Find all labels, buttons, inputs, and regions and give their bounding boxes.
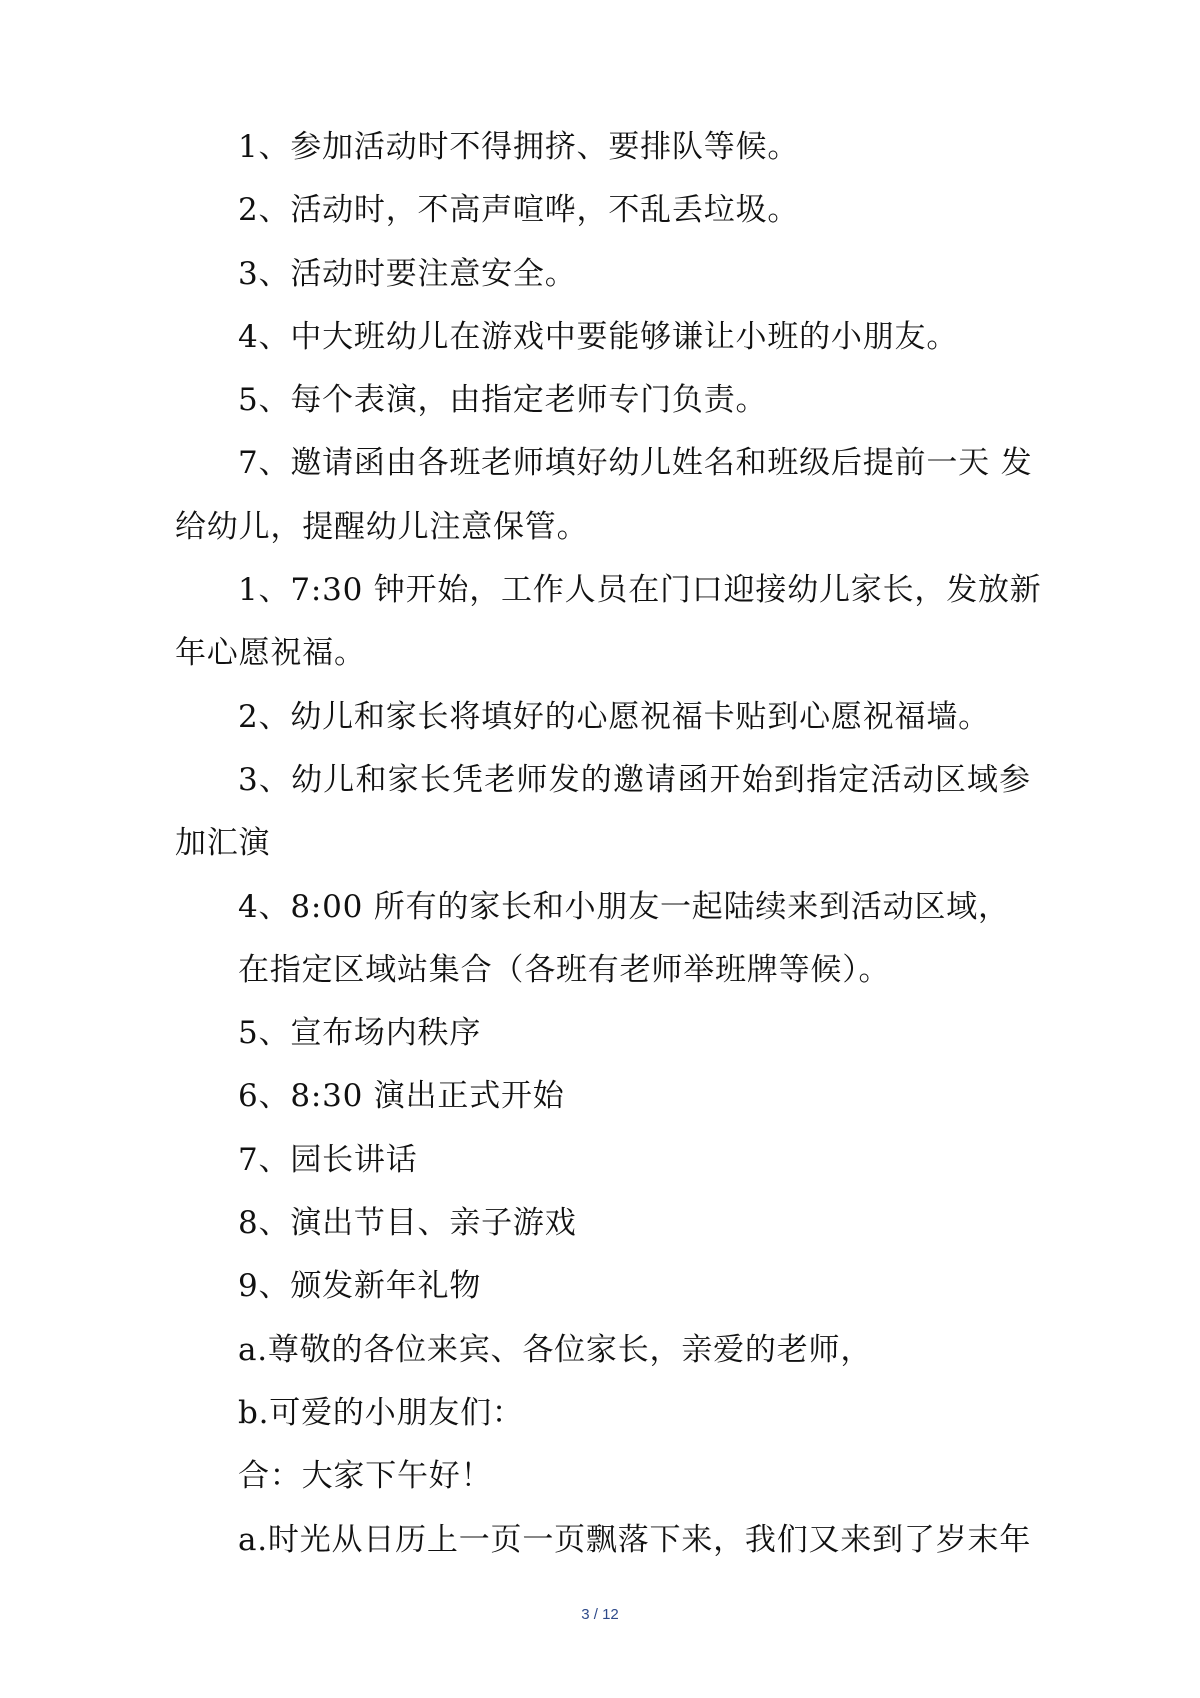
text-line: 合：大家下午好！	[238, 1458, 493, 1495]
paragraph	[175, 1382, 1031, 1445]
text-line: 3、幼儿和家长凭老师发的邀请函开始到指定活动区域参	[238, 761, 1031, 798]
text-line: b.可爱的小朋友们：	[238, 1394, 524, 1431]
text-line: 1、7:30 钟开始，工作人员在门口迎接幼儿家长，发放新	[238, 572, 1042, 609]
paragraph	[175, 243, 1031, 306]
paragraph	[175, 306, 1031, 369]
paragraph	[175, 686, 1031, 749]
text-line: 6、8:30 演出正式开始	[238, 1078, 565, 1115]
text-line: 加汇演	[175, 825, 271, 862]
text-line: 给幼儿，提醒幼儿注意保管。	[175, 508, 589, 545]
paragraph	[175, 1255, 1031, 1318]
paragraph	[175, 432, 1031, 559]
text-line: 2、幼儿和家长将填好的心愿祝福卡贴到心愿祝福墙。	[238, 698, 990, 735]
text-line: 在指定区域站集合（各班有老师举班牌等候）。	[238, 951, 891, 988]
paragraph	[175, 369, 1031, 432]
paragraph	[175, 1002, 1031, 1065]
paragraph	[175, 559, 1042, 686]
paragraph	[175, 1509, 1031, 1572]
paragraph	[175, 876, 1031, 939]
text-line: 8、演出节目、亲子游戏	[238, 1205, 577, 1242]
body-text	[175, 116, 1042, 1572]
text-line: 7、邀请函由各班老师填好幼儿姓名和班级后提前一天 发	[238, 445, 1033, 482]
page-number: 3 / 12	[581, 1606, 619, 1623]
paragraph	[175, 939, 1031, 1002]
paragraph	[175, 1129, 1031, 1192]
text-line: 5、宣布场内秩序	[238, 1015, 482, 1052]
text-line: 2、活动时，不高声喧哗，不乱丢垃圾。	[238, 192, 800, 229]
text-line: a.时光从日历上一页一页飘落下来，我们又来到了岁末年	[238, 1521, 1032, 1558]
text-line: 4、中大班幼儿在游戏中要能够谦让小班的小朋友。	[238, 318, 959, 355]
text-line: a.尊敬的各位来宾、各位家长，亲爱的老师，	[238, 1331, 873, 1368]
paragraph	[175, 116, 1031, 179]
paragraph	[175, 1192, 1031, 1255]
text-line: 年心愿祝福。	[175, 635, 366, 672]
paragraph	[175, 1445, 1031, 1508]
text-line: 1、参加活动时不得拥挤、要排队等候。	[238, 129, 800, 165]
paragraph	[175, 1319, 1031, 1382]
text-line: 7、园长讲话	[238, 1141, 418, 1178]
text-line: 4、8:00 所有的家长和小朋友一起陆续来到活动区域，	[238, 888, 1010, 925]
paragraph	[175, 1065, 1031, 1128]
text-line: 3、活动时要注意安全。	[238, 255, 577, 292]
paragraph	[175, 179, 1031, 242]
paragraph	[175, 749, 1031, 876]
text-line: 9、颁发新年礼物	[238, 1268, 482, 1305]
text-line: 5、每个表演，由指定老师专门负责。	[238, 382, 768, 419]
